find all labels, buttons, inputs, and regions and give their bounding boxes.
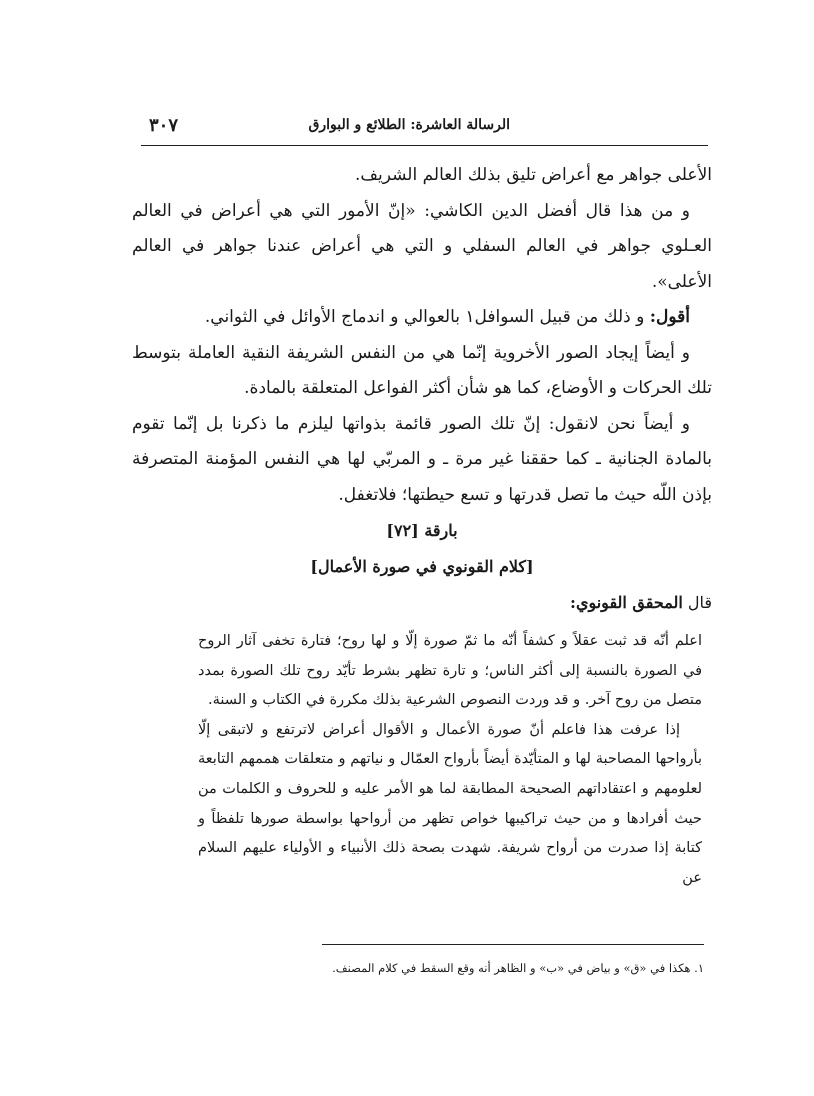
page-header	[141, 113, 708, 146]
footnote: ۱. هكذا في «ق» و بياض في «ب» و الظاهر أنه وقع السقط في كلام المصنف.	[332, 961, 704, 975]
quote-intro	[132, 588, 712, 618]
intro-author: المحقق القونوي:	[570, 593, 683, 612]
paragraph-2: و من هذا قال أفضل الدين الكاشي: «إنّ الأمور التي هي أعراض في العالم العـلوي جواهر في العالم السفلي و التي هي أعراض عندنا جواهر في العالم الأعلى».	[132, 200, 712, 292]
main-text	[132, 158, 712, 513]
quote-paragraph-2: إذا عرفت هذا فاعلم أنّ صورة الأعمال و الأقوال أعراض لاترتفع و لاتبقى إلّا بأرواحها المصاحبة لها و المتأيّدة أيضاً بأرواح العمّال و نياتهم و متعلقات هممهم التابعة لعلومهم و اعتقاداتهم الصحيحة المطابقة لما هو الأمر عليه و للحروف و الكلمات من حيث أفرادها و من حيث تراكيبها خواص تظهر من أرواحها بواسطة صورها تلفظاً و كتابة إذا صدرت من أرواح شريفة. شهدت بصحة ذلك الأنبياء و الأولياء عليهم السلام عن	[198, 721, 702, 886]
paragraph-1: الأعلى جواهر مع أعراض تليق بذلك العالم الشريف.	[354, 165, 712, 185]
section-number: بارقة [۷۲]	[386, 521, 458, 540]
paragraph-4: و أيضاً إيجاد الصور الأخروية إنّما هي من النفس الشريفة النقية العاملة بتوسط تلك الحركات و الأوضاع، كما هو شأن أكثر الفواعل المتعلقة بالمادة.	[132, 342, 712, 398]
intro-prefix: قال	[682, 593, 712, 612]
section-heading	[132, 513, 712, 585]
paragraph-3	[132, 300, 712, 336]
page-number: ۳۰۷	[149, 115, 179, 136]
paragraph-3-text: و ذلك من قبيل السوافل١ بالعوالي و اندماج الأوائل في الثواني.	[204, 307, 650, 327]
section-title: [كلام القونوي في صورة الأعمال]	[310, 557, 534, 576]
paragraph-5: و أيضاً نحن لانقول: إنّ تلك الصور قائمة بذواتها ليلزم ما ذكرنا بل إنّما تقوم بالمادة الجنانية ـ كما حققنا غير مرة ـ و المربّي لها هي النفس المؤمنة المتصرفة بإذن اللّه حيث ما تصل قدرتها و تسع حيطتها؛ فلاتغفل.	[132, 413, 712, 505]
running-title: الرسالة العاشرة: الطلائع و البوارق	[308, 117, 510, 133]
paragraph-3-label: أقول:	[649, 307, 690, 327]
block-quote	[198, 627, 702, 893]
quote-paragraph-1: اعلم أنّه قد ثبت عقلاً و كشفاً أنّه ما ثمّ صورة إلّا و لها روح؛ فتارة تخفى آثار الروح في الصورة بالنسبة إلى أكثر الناس؛ و تارة تظهر بشرط تأيّد روح تلك الصورة بمدد متصل من روح آخر. و قد وردت النصوص الشرعية بذلك مكررة في الكتاب و السنة.	[198, 633, 702, 709]
footnote-divider	[322, 944, 704, 945]
